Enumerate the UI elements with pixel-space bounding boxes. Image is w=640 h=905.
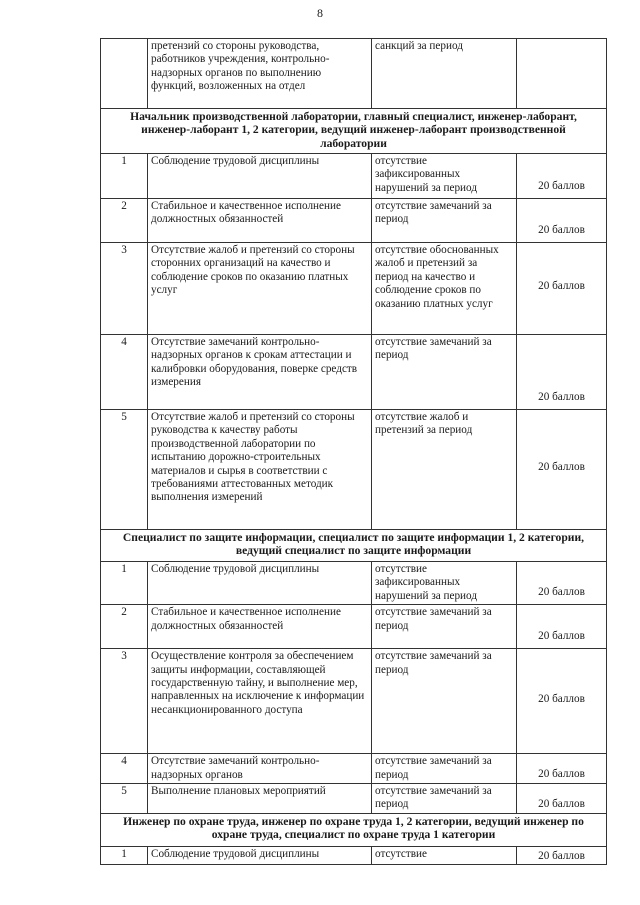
row-number — [101, 39, 148, 109]
indicator-cell: отсутствие замечаний за период — [372, 199, 517, 243]
indicator-cell: отсутствие обоснованных жалоб и претензий за период на качество и соблюдение сроков по оказанию платных услуг — [372, 243, 517, 335]
table-row — [101, 243, 607, 335]
section-title: Инженер по охране труда, инженер по охране труда 1, 2 категории, ведущий инженер по охране труда, специалист по охране труда 1 категории — [101, 814, 607, 847]
table-row — [101, 754, 607, 784]
row-number: 4 — [101, 335, 148, 410]
indicator-cell: отсутствие жалоб и претензий за период — [372, 410, 517, 530]
points-cell: 20 баллов — [517, 154, 607, 199]
table-row — [101, 847, 607, 865]
table-row — [101, 154, 607, 199]
row-number: 5 — [101, 784, 148, 814]
table-row — [101, 649, 607, 754]
indicator-cell: отсутствие замечаний за период — [372, 784, 517, 814]
criterion-cell: Отсутствие жалоб и претензий со стороны руководства к качеству работы производственной лаборатории по испытанию дорожно-строительных материалов и сырья в соответствии с требованиями аттестованных методик выполнения измерений — [148, 410, 372, 530]
points-cell: 20 баллов — [517, 784, 607, 814]
indicator-cell: санкций за период — [372, 39, 517, 109]
criterion-cell: Соблюдение трудовой дисциплины — [148, 562, 372, 605]
criterion-cell: Отсутствие замечаний контрольно-надзорных органов — [148, 754, 372, 784]
criterion-cell: Стабильное и качественное исполнение должностных обязанностей — [148, 199, 372, 243]
indicator-cell: отсутствие зафиксированных нарушений за период — [372, 562, 517, 605]
section-header-row — [101, 530, 607, 562]
table-row — [101, 39, 607, 109]
row-number: 4 — [101, 754, 148, 784]
points-cell: 20 баллов — [517, 649, 607, 754]
criterion-cell: Отсутствие замечаний контрольно-надзорных органов к срокам аттестации и калибровки оборудования, поверке средств измерения — [148, 335, 372, 410]
table-row — [101, 199, 607, 243]
row-number: 2 — [101, 199, 148, 243]
criterion-cell: Осуществление контроля за обеспечением защиты информации, составляющей государственную тайну, и выполнение мер, направленных на исключение к информации несанкционированного доступа — [148, 649, 372, 754]
row-number: 1 — [101, 562, 148, 605]
points-cell: 20 баллов — [517, 605, 607, 649]
criterion-cell: Отсутствие жалоб и претензий со стороны сторонних организаций на качество и соблюдение сроков по оказанию платных услуг — [148, 243, 372, 335]
points-cell — [517, 39, 607, 109]
indicator-cell: отсутствие — [372, 847, 517, 865]
row-number: 1 — [101, 847, 148, 865]
section-header-row — [101, 814, 607, 847]
row-number: 3 — [101, 649, 148, 754]
row-number: 3 — [101, 243, 148, 335]
section-title: Начальник производственной лаборатории, главный специалист, инженер-лаборант, инженер-лаборант 1, 2 категории, ведущий инженер-лаборант производственной лаборатории — [101, 109, 607, 154]
indicator-cell: отсутствие замечаний за период — [372, 605, 517, 649]
section-header-row — [101, 109, 607, 154]
criterion-cell: Стабильное и качественное исполнение должностных обязанностей — [148, 605, 372, 649]
indicator-cell: отсутствие зафиксированных нарушений за период — [372, 154, 517, 199]
table-row — [101, 562, 607, 605]
criterion-cell: Выполнение плановых мероприятий — [148, 784, 372, 814]
table-row — [101, 784, 607, 814]
table-row — [101, 605, 607, 649]
criteria-table — [100, 38, 607, 865]
indicator-cell: отсутствие замечаний за период — [372, 649, 517, 754]
indicator-cell: отсутствие замечаний за период — [372, 754, 517, 784]
points-cell: 20 баллов — [517, 754, 607, 784]
row-number: 5 — [101, 410, 148, 530]
points-cell: 20 баллов — [517, 562, 607, 605]
indicator-cell: отсутствие замечаний за период — [372, 335, 517, 410]
table-row — [101, 410, 607, 530]
table-row — [101, 335, 607, 410]
section-title: Специалист по защите информации, специалист по защите информации 1, 2 категории, ведущий специалист по защите информации — [101, 530, 607, 562]
points-cell: 20 баллов — [517, 243, 607, 335]
points-cell: 20 баллов — [517, 199, 607, 243]
row-number: 1 — [101, 154, 148, 199]
page-number: 8 — [317, 6, 323, 20]
criterion-cell: претензий со стороны руководства, работников учреждения, контрольно-надзорных органов по выполнению функций, возложенных на отдел — [148, 39, 372, 109]
points-cell: 20 баллов — [517, 847, 607, 865]
row-number: 2 — [101, 605, 148, 649]
points-cell: 20 баллов — [517, 410, 607, 530]
criterion-cell: Соблюдение трудовой дисциплины — [148, 847, 372, 865]
criterion-cell: Соблюдение трудовой дисциплины — [148, 154, 372, 199]
points-cell: 20 баллов — [517, 335, 607, 410]
